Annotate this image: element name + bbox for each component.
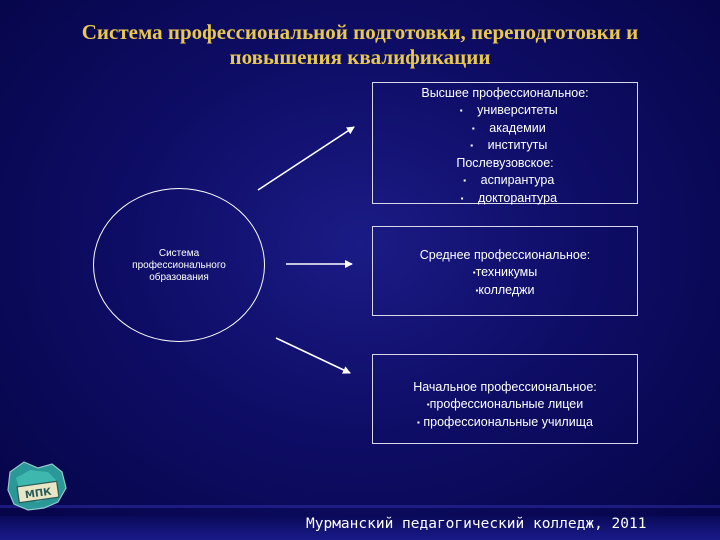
secondary-heading: Среднее профессиональное: (419, 248, 591, 262)
higher-item: ▪ институты (373, 137, 637, 155)
postgrad-item: ▪ докторантура (373, 190, 637, 208)
secondary-education-box (372, 226, 638, 316)
higher-education-box (372, 82, 638, 204)
arrow-to-primary (276, 338, 350, 373)
bullet-icon: ▪ (471, 123, 475, 133)
primary-item: ▪ профессиональные училища (417, 414, 593, 429)
bullet-icon: ▪ (475, 285, 479, 295)
college-logo-icon (4, 458, 70, 514)
logo-text: МПК (24, 486, 53, 502)
footer-text: Мурманский педагогический колледж, 2011 (306, 516, 647, 532)
center-label-line-2: профессионального (132, 260, 226, 271)
bullet-icon: ▪ (472, 267, 476, 277)
title-line-2: повышения квалификации (229, 45, 491, 69)
bullet-icon: ▪ (426, 399, 430, 409)
postgrad-item: ▪ аспирантура (373, 172, 637, 190)
center-label-line-3: образования (149, 272, 209, 283)
higher-heading: Высшее профессиональное: (421, 86, 589, 100)
center-label (107, 248, 251, 284)
postgrad-heading: Послевузовское: (456, 156, 554, 171)
secondary-item: ▪техникумы (472, 264, 538, 279)
bullet-icon: ▪ (417, 417, 420, 427)
primary-education-box (372, 354, 638, 444)
center-label-line-1: Система (158, 248, 200, 259)
arrow-to-higher (258, 127, 354, 190)
primary-heading: Начальное профессиональное: (413, 380, 597, 394)
secondary-item: ▪колледжи (475, 282, 535, 297)
primary-item: ▪профессиональные лицеи (426, 396, 584, 411)
bullet-icon: ▪ (463, 175, 467, 185)
higher-item: ▪ академии (373, 120, 637, 138)
bullet-icon: ▪ (460, 193, 464, 203)
bullet-icon: ▪ (459, 105, 463, 115)
footer-divider (0, 505, 720, 508)
bullet-icon: ▪ (470, 141, 474, 151)
title-line-1: Система профессиональной подготовки, переподготовки и (81, 20, 639, 44)
higher-item: ▪ университеты (373, 102, 637, 120)
